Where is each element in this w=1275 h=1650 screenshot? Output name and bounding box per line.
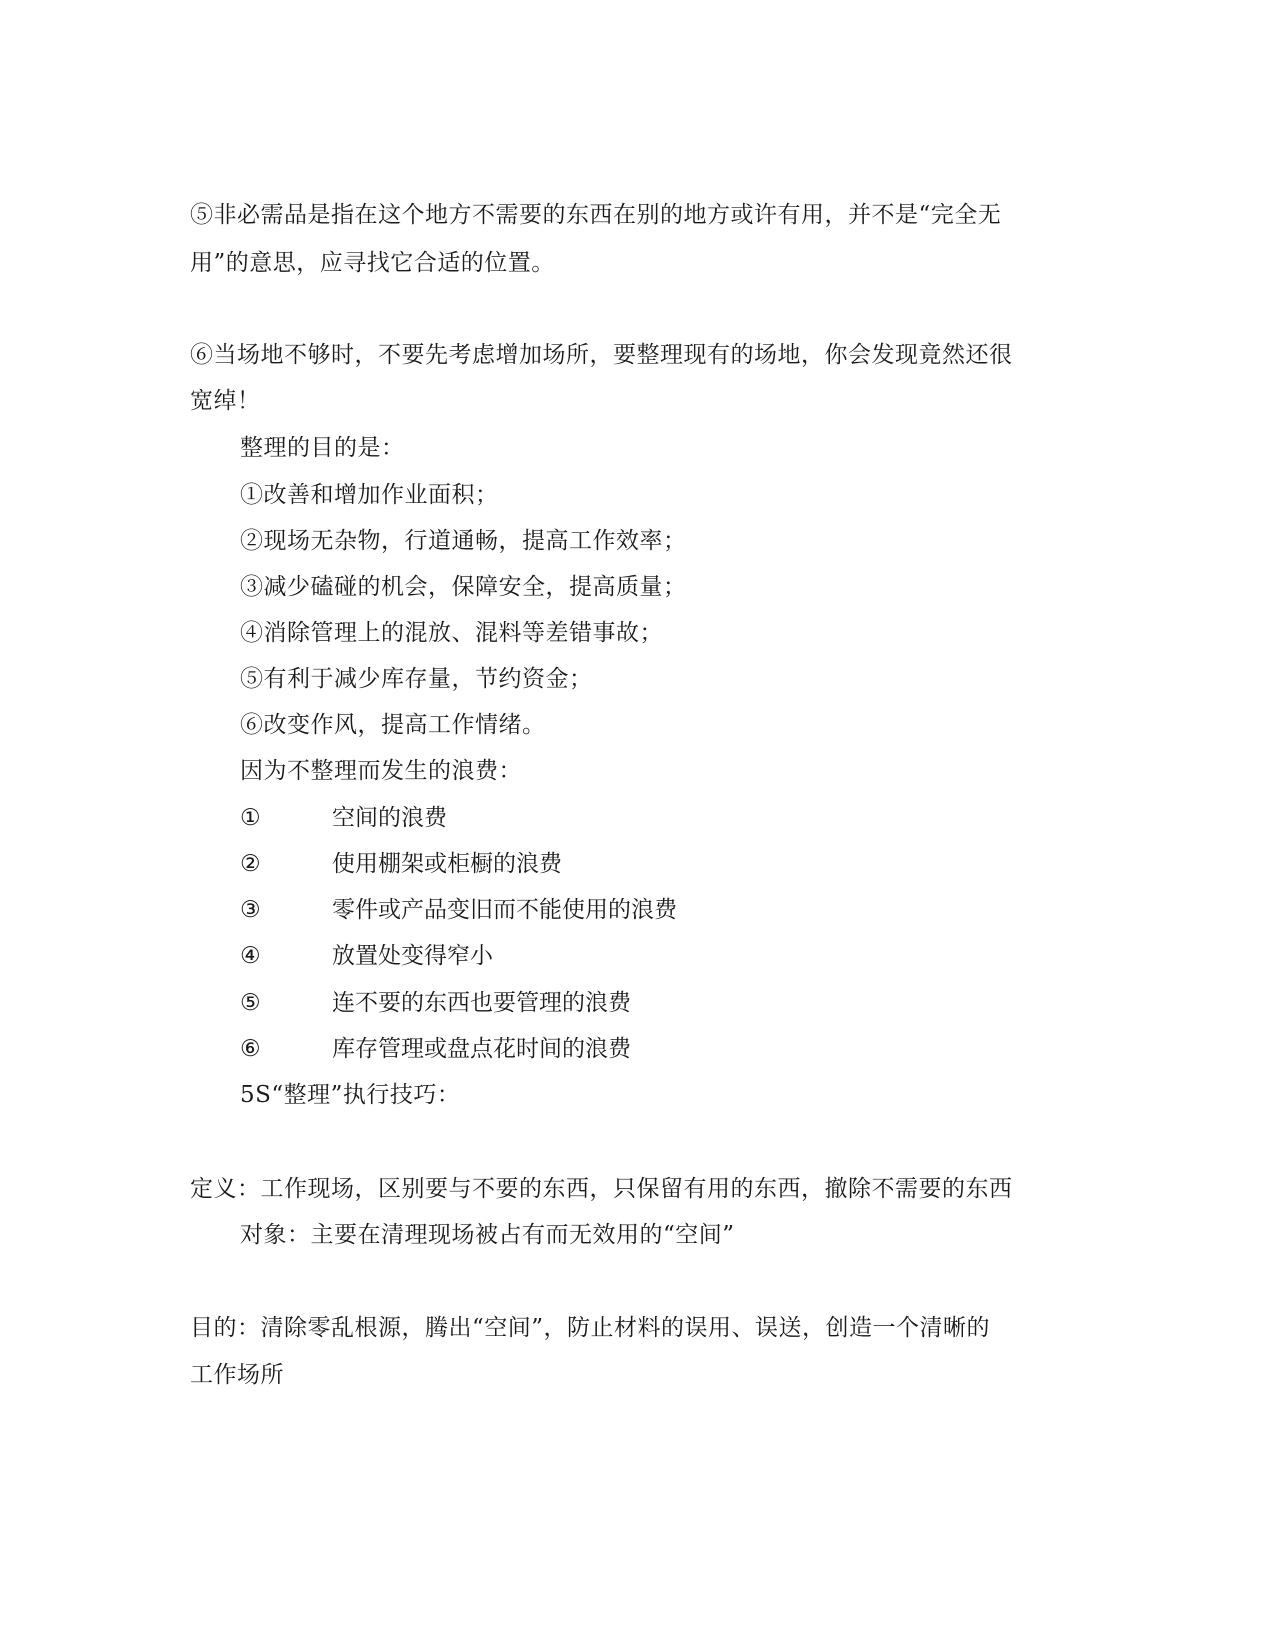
tips-goal-line-1: 目的：清除零乱根源，腾出“空间”，防止材料的误用、误送，创造一个清晰的 — [190, 1315, 991, 1341]
waste-item-number: ① — [240, 805, 261, 831]
purpose-item: ⑥改变作风，提高工作情绪。 — [240, 712, 546, 738]
waste-item-number: ⑥ — [240, 1036, 261, 1062]
waste-item-number: ④ — [240, 943, 261, 969]
waste-item — [240, 1034, 631, 1064]
purpose-item: ④消除管理上的混放、混料等差错事故； — [240, 620, 663, 646]
waste-item-text: 零件或产品变旧而不能使用的浪费 — [332, 897, 677, 923]
waste-item-text: 连不要的东西也要管理的浪费 — [332, 990, 631, 1016]
purpose-item: ①改善和增加作业面积； — [240, 482, 499, 508]
waste-item — [240, 849, 562, 879]
tips-definition: 定义：工作现场，区别要与不要的东西，只保留有用的东西，撤除不需要的东西 — [190, 1176, 1013, 1202]
waste-item-number: ③ — [240, 897, 261, 923]
tips-heading: 5S“整理”执行技巧： — [240, 1082, 461, 1108]
waste-item — [240, 988, 631, 1018]
waste-item-number: ⑤ — [240, 990, 261, 1016]
waste-item-text: 放置处变得窄小 — [332, 943, 493, 969]
paragraph-5-line-1: ⑤非必需品是指在这个地方不需要的东西在别的地方或许有用，并不是“完全无 — [190, 202, 1002, 228]
paragraph-6-line-2: 宽绰！ — [190, 388, 261, 414]
waste-item — [240, 803, 447, 833]
purpose-item: ③减少磕碰的机会，保障安全，提高质量； — [240, 574, 687, 600]
paragraph-5-line-2: 用”的意思，应寻找它合适的位置。 — [190, 250, 555, 276]
tips-object: 对象：主要在清理现场被占有而无效用的“空间” — [240, 1222, 735, 1248]
waste-item — [240, 941, 493, 971]
purpose-item: ②现场无杂物，行道通畅，提高工作效率； — [240, 528, 687, 554]
waste-item-text: 空间的浪费 — [332, 805, 447, 831]
waste-item-text: 库存管理或盘点花时间的浪费 — [332, 1036, 631, 1062]
purpose-heading: 整理的目的是： — [240, 435, 405, 461]
tips-goal-line-2: 工作场所 — [190, 1362, 284, 1388]
waste-heading: 因为不整理而发生的浪费： — [240, 758, 522, 784]
purpose-item: ⑤有利于减少库存量，节约资金； — [240, 666, 593, 692]
waste-item-text: 使用棚架或柜橱的浪费 — [332, 851, 562, 877]
waste-item — [240, 895, 677, 925]
paragraph-6-line-1: ⑥当场地不够时，不要先考虑增加场所，要整理现有的场地，你会发现竟然还很 — [190, 342, 1013, 368]
waste-item-number: ② — [240, 851, 261, 877]
